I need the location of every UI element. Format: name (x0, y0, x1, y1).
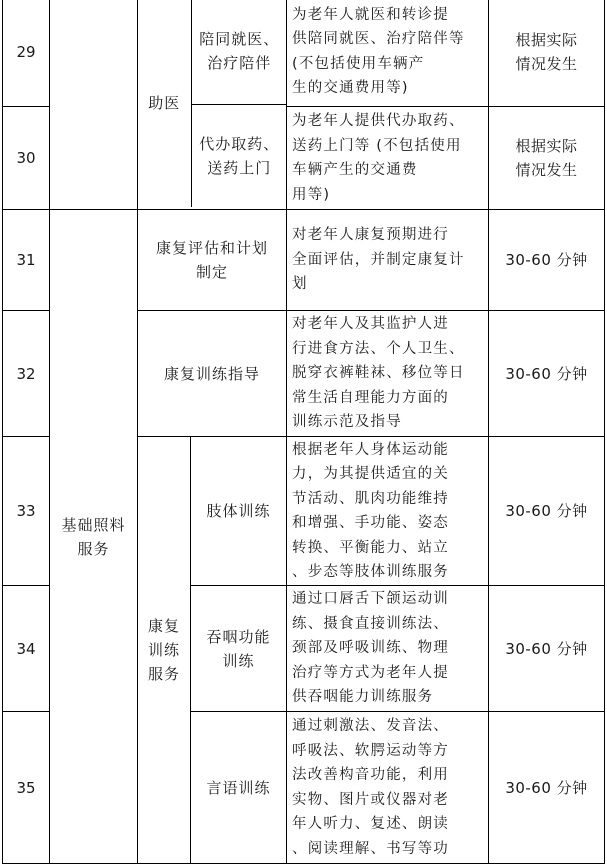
row-number: 31 (3, 210, 50, 311)
service-item: 吞咽功能 训练 (191, 586, 287, 712)
row-number: 29 (3, 0, 50, 107)
service-content: 根据老年人身体运动能 力，为其提供适宜的关 节活动、肌肉功能维持 和增强、手功能、姿态 转换、平衡能力、站立 、步态等肢体训练服务 (287, 437, 489, 586)
group-label-medical-assist: 助医 (138, 0, 191, 207)
service-item: 代办取药、 送药上门 (199, 134, 280, 177)
category-cell-empty (50, 0, 138, 210)
service-duration: 30-60 分钟 (489, 210, 605, 311)
row-number: 30 (3, 107, 50, 210)
row-number: 35 (3, 712, 50, 864)
service-item: 康复评估和计划 制定 (138, 210, 287, 311)
subcategory-split-cell (138, 0, 287, 210)
service-table (2, 0, 605, 864)
service-duration: 30-60 分钟 (489, 712, 605, 864)
service-duration: 根据实际 情况发生 (489, 0, 605, 107)
service-content: 对老年人及其监护人进 行进食方法、个人卫生、 脱穿衣裤鞋袜、移位等日 常生活自理能力方面的 训练示范及指导 (287, 311, 489, 437)
row-number: 34 (3, 586, 50, 712)
group-label-rehab-training: 康复 训练 服务 (138, 437, 191, 864)
subcategory-inner-table (138, 0, 287, 207)
service-content: 通过刺激法、发音法、 呼吸法、软腭运动等方 法改善构音功能，利用 实物、图片或仪器对老 年人听力、复述、朗读 、阅读理解、书写等功 (287, 712, 489, 864)
service-content: 为老年人提供代办取药、 送药上门等 (不包括使用 车辆产生的交通费 用等) (287, 107, 489, 210)
table-row (3, 0, 605, 107)
service-duration: 根据实际 情况发生 (489, 107, 605, 210)
row-number: 33 (3, 437, 50, 586)
row-number: 32 (3, 311, 50, 437)
service-content: 通过口唇舌下颌运动训 练、摄食直接训练法、 颈部及呼吸训练、物理 治疗等方式为老年人提 供吞咽能力训练服务 (287, 586, 489, 712)
service-duration: 30-60 分钟 (489, 311, 605, 437)
service-duration: 30-60 分钟 (489, 437, 605, 586)
service-content: 对老年人康复预期进行 全面评估，并制定康复计 划 (287, 210, 489, 311)
service-item: 陪同就医、 治疗陪伴 (191, 0, 287, 104)
service-duration: 30-60 分钟 (489, 586, 605, 712)
table-row (3, 210, 605, 311)
service-item: 言语训练 (191, 712, 287, 864)
service-item: 康复训练指导 (138, 311, 287, 437)
service-item: 肢体训练 (191, 437, 287, 586)
service-content: 为老年人就医和转诊提 供陪同就医、治疗陪伴等 (不包括使用车辆产 生的交通费用等) (287, 0, 489, 107)
group-label-basic-care: 基础照料 服务 (50, 210, 138, 864)
